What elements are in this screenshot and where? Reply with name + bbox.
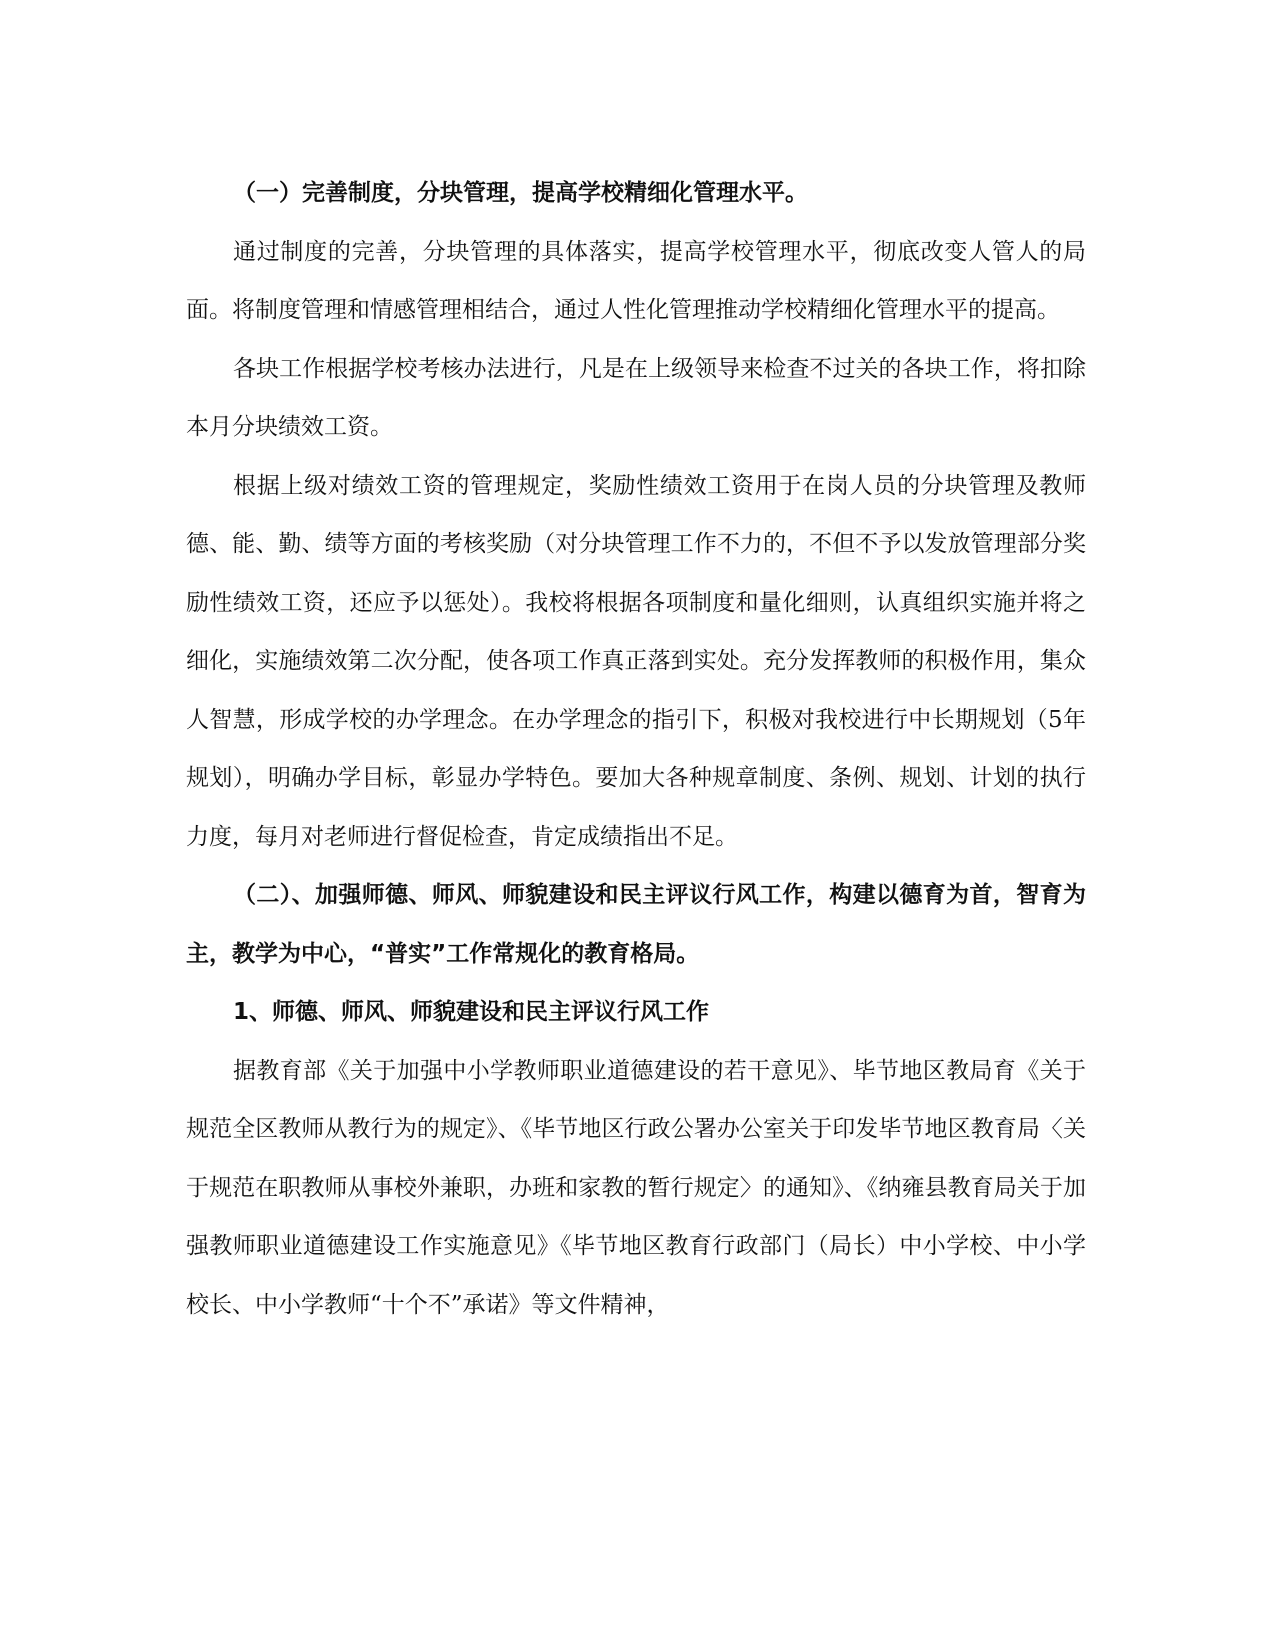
section-heading: （二）、加强师德、师风、师貌建设和民主评议行风工作，构建以德育为首，智育为主，教学为中心，“普实”工作常规化的教育格局。 <box>186 882 1086 967</box>
body-paragraph: 各块工作根据学校考核办法进行，凡是在上级领导来检查不过关的各块工作，将扣除本月分块绩效工资。 <box>186 355 1086 440</box>
section-heading: （一）完善制度，分块管理，提高学校精细化管理水平。 <box>233 180 808 206</box>
body-paragraph: 据教育部《关于加强中小学教师职业道德建设的若干意见》、毕节地区教局育《关于规范全区教师从教行为的规定》、《毕节地区行政公署办公室关于印发毕节地区教育局〈关于规范在职教师从事校外兼职，办班和家教的暂行规定〉的通知》、《纳雍县教育局关于加强教师职业道德建设工作实施意见》《毕节地区教育行政部门（局长）中小学校、中小学校长、中小学教师“十个不”承诺》等文件精神， <box>186 1057 1086 1318</box>
body-paragraph: 通过制度的完善，分块管理的具体落实，提高学校管理水平，彻底改变人管人的局面。将制度管理和情感管理相结合，通过人性化管理推动学校精细化管理水平的提高。 <box>186 238 1086 323</box>
subsection-heading: 1、师德、师风、师貌建设和民主评议行风工作 <box>233 999 710 1025</box>
document-body <box>186 164 1086 1334</box>
body-paragraph: 根据上级对绩效工资的管理规定，奖励性绩效工资用于在岗人员的分块管理及教师德、能、勤、绩等方面的考核奖励（对分块管理工作不力的，不但不予以发放管理部分奖励性绩效工资，还应予以惩处）。我校将根据各项制度和量化细则，认真组织实施并将之细化，实施绩效第二次分配，使各项工作真正落到实处。充分发挥教师的积极作用，集众人智慧，形成学校的办学理念。在办学理念的指引下，积极对我校进行中长期规划（5年规划），明确办学目标，彰显办学特色。要加大各种规章制度、条例、规划、计划的执行力度，每月对老师进行督促检查，肯定成绩指出不足。 <box>186 472 1086 850</box>
